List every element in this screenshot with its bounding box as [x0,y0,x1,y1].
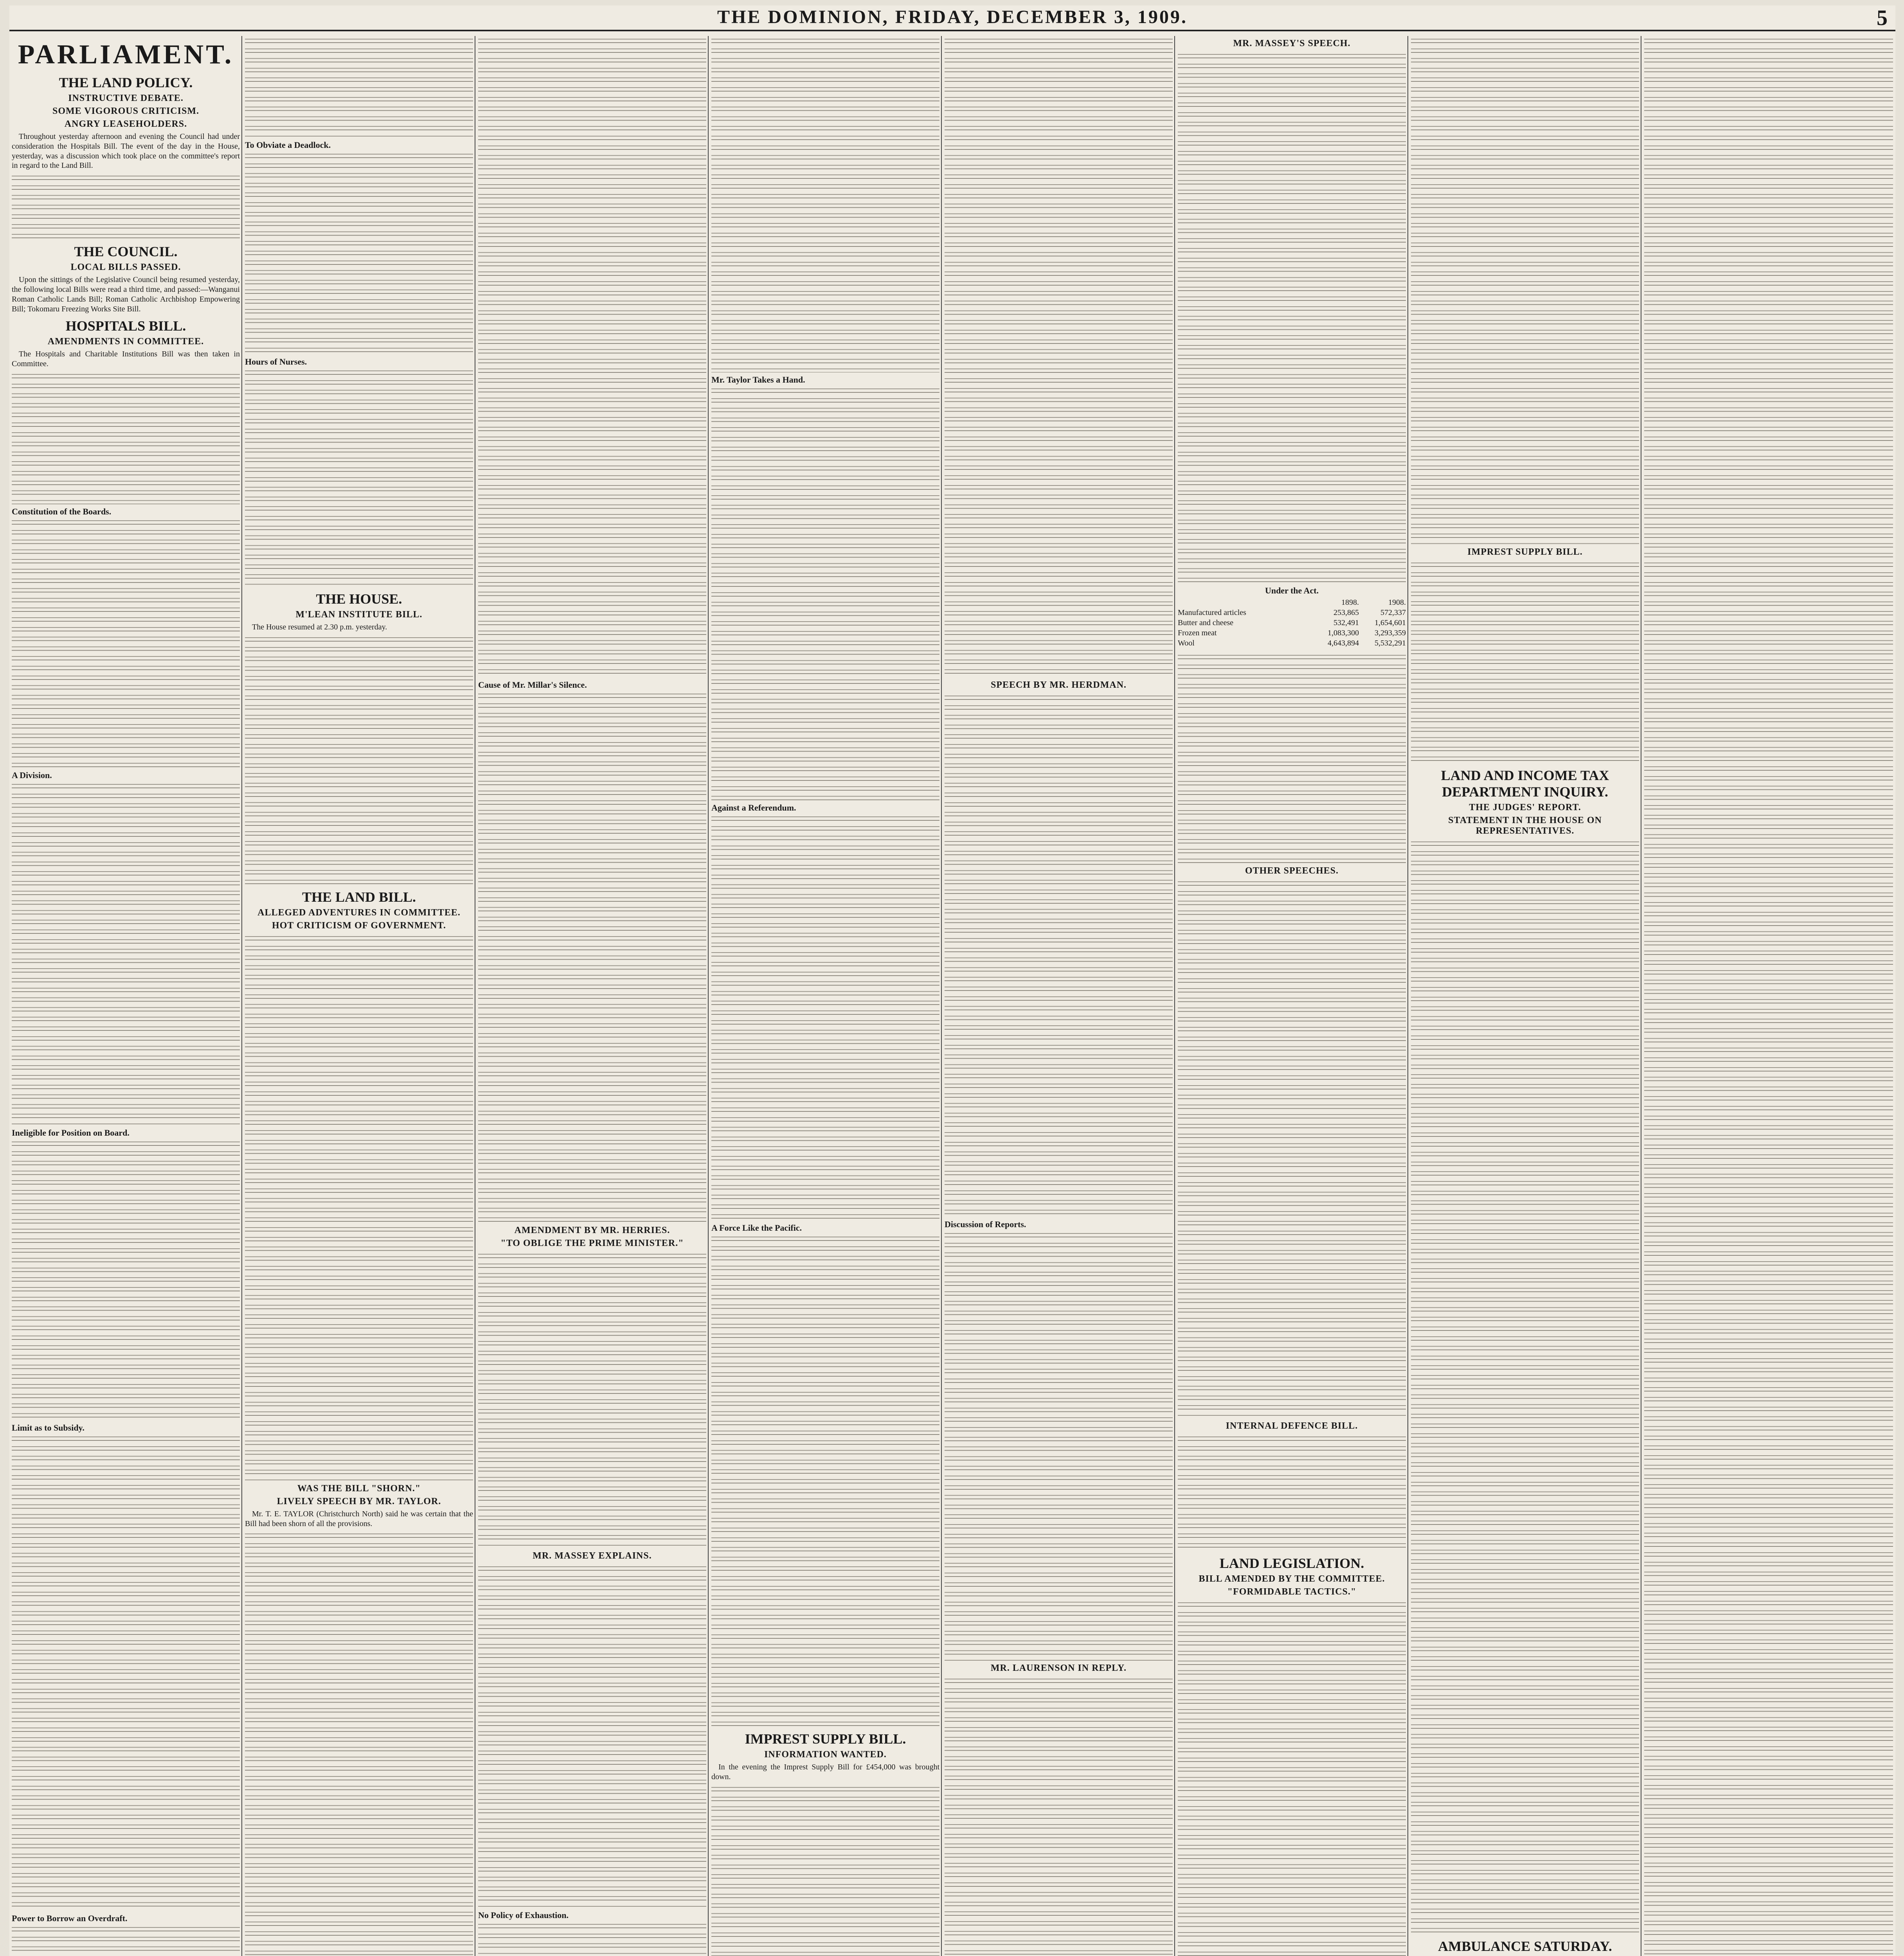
column-6 [1178,36,1406,1956]
section-heading: HOSPITALS BILL. [65,318,186,334]
article-text: In the evening the Imprest Supply Bill for £454,000 was brought down. [711,1763,939,1781]
section-heading: LAND AND INCOME TAX DEPARTMENT INQUIRY. [1441,768,1609,800]
table-cell: 5,532,291 [1375,639,1406,647]
subheading: SPEECH BY MR. HERDMAN. [990,680,1127,690]
text-lines [945,1676,1173,1956]
table-title: Under the Act. [1265,586,1319,595]
newspaper-page [9,5,1895,1956]
subheading: LOCAL BILLS PASSED. [70,262,181,273]
text-lines [945,693,1173,1217]
run-in-heading: Ineligible for Position on Board. [12,1127,130,1138]
column-2 [245,36,473,1956]
text-lines [12,173,240,239]
text-lines [478,1564,706,1908]
text-lines [12,781,240,1125]
table-row [1178,608,1406,618]
subheading: WAS THE BILL "SHORN." [297,1483,421,1494]
export-table [1178,597,1406,648]
text-lines [711,1784,939,1956]
page-number: 5 [1877,6,1888,30]
table-cell: 4,643,894 [1328,639,1359,647]
table-row [1178,638,1406,648]
run-in-heading: Mr. Taylor Takes a Hand. [711,375,805,385]
subheading: IMPREST SUPPLY BILL. [1467,547,1583,557]
table-cell: 572,337 [1380,608,1406,617]
masthead-title: THE DOMINION, FRIDAY, DECEMBER 3, 1909. [717,7,1188,27]
text-lines [12,1434,240,1911]
subheading: INTERNAL DEFENCE BILL. [1226,1421,1358,1431]
run-in-heading: A Division. [12,770,52,780]
article-text: The House resumed at 2.30 p.m. yesterday. [252,623,387,631]
headline: THE LAND POLICY. [59,75,193,90]
table-label: Butter and cheese [1178,618,1234,627]
text-lines [1411,839,1639,1934]
text-lines [12,371,240,504]
table-row [1178,618,1406,628]
article-text: The Hospitals and Charitable Institutions Bill was then taken in Committee. [12,350,240,369]
column-rule [941,36,942,1956]
table-row [1178,628,1406,638]
section-heading: THE LAND BILL. [302,889,416,905]
section-heading: IMPREST SUPPLY BILL. [745,1731,906,1747]
table-label: Frozen meat [1178,629,1217,637]
run-in-heading: Constitution of the Boards. [12,506,112,516]
subheading: BILL AMENDED BY THE COMMITTEE. [1199,1574,1385,1584]
run-in-heading: Power to Borrow an Overdraft. [12,1913,128,1923]
text-lines [478,1251,706,1548]
subheading: "FORMIDABLE TACTICS." [1227,1587,1357,1597]
text-lines [1178,1600,1406,1956]
column-rule [1174,36,1175,1956]
run-in-heading: To Obviate a Deadlock. [245,140,331,150]
text-lines [12,1139,240,1420]
article-text: Mr. T. E. TAYLOR (Christchurch North) said he was certain that the Bill had been shorn of all the provisions. [245,1509,473,1528]
table-header-row [1178,597,1406,608]
run-in-heading: Limit as to Subsidy. [12,1422,85,1433]
table-cell: 253,865 [1334,608,1359,617]
subheading: INFORMATION WANTED. [764,1749,887,1760]
text-lines [12,1924,240,1956]
subheading: MR. MASSEY'S SPEECH. [1233,38,1351,49]
text-lines [711,36,939,372]
text-lines [245,368,473,587]
deck-line: INSTRUCTIVE DEBATE. [68,93,184,103]
text-lines [1178,652,1406,863]
text-lines [245,1531,473,1956]
section-heading: LAND LEGISLATION. [1219,1555,1364,1571]
section-heading: AMBULANCE SATURDAY. [1438,1938,1612,1954]
text-lines [711,814,939,1221]
column-rule [1407,36,1408,1956]
subheading: HOT CRITICISM OF GOVERNMENT. [272,920,446,931]
table-cell: 1,654,601 [1375,618,1406,627]
column-rule [241,36,242,1956]
text-lines [245,151,473,354]
table-year: 1908. [1388,598,1406,607]
text-lines [1411,560,1639,763]
column-7 [1411,36,1639,1956]
text-lines [478,1921,706,1956]
text-lines [945,1230,1173,1661]
column-5 [945,36,1173,1956]
section-heading: THE COUNCIL. [74,244,178,260]
subheading: "TO OBLIGE THE PRIME MINISTER." [500,1238,684,1248]
run-in-heading: Hours of Nurses. [245,357,307,367]
masthead [9,5,1895,31]
section-heading: THE HOUSE. [316,591,402,607]
subheading: AMENDMENT BY MR. HERRIES. [514,1225,670,1235]
column-8 [1644,36,1893,1956]
text-lines [711,1234,939,1727]
column-1 [12,36,240,1956]
run-in-heading: A Force Like the Pacific. [711,1223,802,1233]
column-rule [708,36,709,1956]
text-lines [478,691,706,1223]
subheading: AMENDMENTS IN COMMITTEE. [47,336,204,347]
table-cell: 3,293,359 [1375,629,1406,637]
subheading: M'LEAN INSTITUTE BILL. [295,609,423,620]
subheading: LIVELY SPEECH BY MR. TAYLOR. [277,1496,441,1507]
text-lines [245,933,473,1481]
text-lines [1178,51,1406,583]
subheading: OTHER SPEECHES. [1245,866,1339,876]
subheading: THE JUDGES' REPORT. [1469,802,1581,813]
run-in-heading: Against a Referendum. [711,803,796,813]
column-3 [478,36,706,1956]
table-cell: 1,083,300 [1328,629,1359,637]
text-lines [711,386,939,800]
run-in-heading: Cause of Mr. Millar's Silence. [478,680,587,690]
subheading: MR. LAURENSON IN REPLY. [990,1663,1127,1673]
text-lines [1178,1434,1406,1551]
text-lines [478,36,706,678]
article-intro: Throughout yesterday afternoon and evening the Council had under consideration the Hospitals Bill. The event of the day in the House, yesterday, was a discussion which took place on the committee's report in regard to the Land Bill. [12,132,240,170]
run-in-heading: No Policy of Exhaustion. [478,1910,569,1920]
text-lines [245,635,473,885]
text-lines [945,36,1173,678]
text-lines [1644,36,1893,1956]
table-label: Manufactured articles [1178,608,1246,617]
table-year: 1898. [1341,598,1359,607]
text-lines [12,518,240,768]
deck-line: SOME VIGOROUS CRITICISM. [52,106,199,116]
column-4 [711,36,939,1956]
article-text: Upon the sittings of the Legislative Council being resumed yesterday, the following local Bills were read a third time, and passed:—Wanganui Roman Catholic Lands Bill; Roman Catholic Archbishop Empowering Bill; Tokomaru Freezing Works Site Bill. [12,275,240,313]
text-lines [1178,879,1406,1418]
table-label: Wool [1178,639,1195,647]
subheading: MR. MASSEY EXPLAINS. [533,1551,652,1561]
table-cell: 532,491 [1334,618,1359,627]
text-lines [1411,36,1639,545]
deck-line: ANGRY LEASEHOLDERS. [64,119,187,129]
text-lines [245,36,473,138]
subheading: ALLEGED ADVENTURES IN COMMITTEE. [257,907,461,918]
subheading: STATEMENT IN THE HOUSE ON REPRESENTATIVES. [1448,815,1602,836]
section-title: PARLIAMENT. [18,40,234,70]
run-in-heading: Discussion of Reports. [945,1219,1026,1229]
